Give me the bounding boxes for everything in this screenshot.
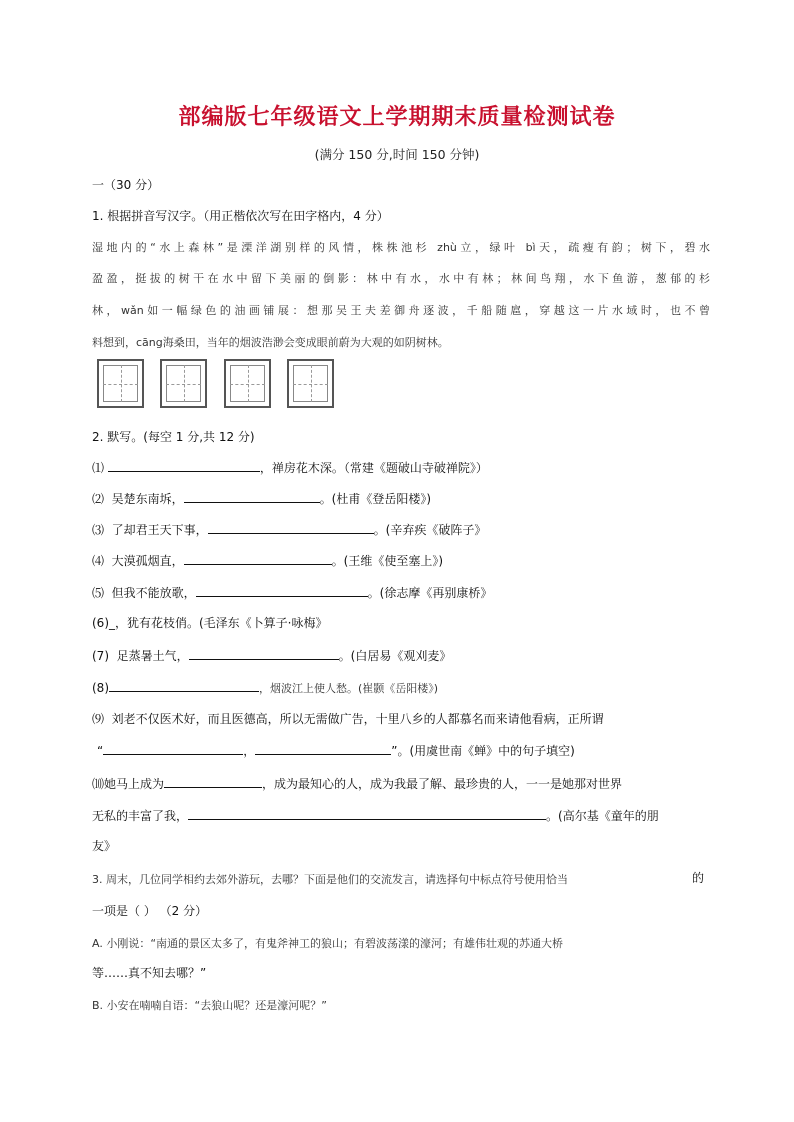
page-subtitle: (满分 150 分,时间 150 分钟): [314, 147, 480, 162]
q1-stem: 1. 根据拼音写汉字。（用正楷依次写在田字格内，4 分）: [92, 209, 389, 223]
tianzige-box[interactable]: [160, 359, 207, 408]
item-number: ⑼: [92, 712, 105, 726]
tianzige-box[interactable]: [224, 359, 271, 408]
item-number: ⑷: [92, 554, 105, 568]
open-quote: “: [97, 744, 104, 758]
q3-option-a-line1: A. 小刚说：“南通的景区太多了，有鬼斧神工的狼山；有碧波荡漾的濠河；有雄伟壮观的苏通大桥: [92, 937, 564, 950]
q3-option-a-line2: 等……真不知去哪？”: [92, 966, 207, 980]
q2-item-9-line1: [92, 710, 710, 727]
answer-blank[interactable]: [109, 678, 259, 692]
q2-item-9-line2: [97, 741, 715, 759]
item-text-pre: 足蒸暑土气，: [116, 649, 189, 663]
answer-blank[interactable]: [103, 741, 243, 755]
item-text-pre: 大漠孤烟直，: [111, 554, 184, 568]
answer-blank[interactable]: [108, 458, 260, 472]
item-text: 。(高尔基《童年的朋: [546, 809, 659, 823]
q3-stem-line1: 3. 周末，几位同学相约去郊外游玩，去哪？下面是他们的交流发言，请选择句中标点符号使用恰当: [92, 873, 568, 886]
item-text-post: 。(白居易《观刈麦》: [338, 649, 452, 663]
item-number: ⑵: [92, 492, 105, 506]
item-text-post: ，禅房花木深。（常建《题破山寺破禅院》）: [259, 461, 488, 475]
answer-blank[interactable]: [184, 489, 320, 503]
q2-item-8: [92, 678, 710, 696]
q2-item-6: [92, 614, 710, 631]
section-heading: 一（30 分）: [92, 178, 160, 192]
page-title: 部编版七年级语文上学期期末质量检测试卷: [178, 105, 616, 130]
q2-item-2: [92, 489, 710, 507]
q2-item-5: [92, 583, 710, 601]
answer-blank[interactable]: [208, 520, 374, 534]
q2-stem: 2. 默写。(每空 1 分,共 12 分): [92, 430, 255, 444]
answer-blank[interactable]: [189, 646, 339, 660]
item-number: (7): [92, 649, 109, 663]
item-text-pre: 了却君王天下事，: [111, 523, 208, 537]
item-number: ⑶: [92, 523, 105, 537]
item-text-post: 。(辛弃疾《破阵子》: [373, 523, 487, 537]
q1-passage-line: 林，wǎn如一幅绿色的油画铺展：想那吴王夫差御舟逐波，千船随扈，穿越这一片水域时，也不曾: [92, 304, 710, 317]
item-number: (6): [92, 616, 109, 630]
q2-item-10-line3: 友》: [92, 839, 117, 853]
item-number: ⑸: [92, 586, 105, 600]
q2-item-7: [92, 646, 710, 664]
q2-item-4: [92, 551, 710, 569]
answer-blank[interactable]: [196, 583, 368, 597]
q3-stem-line2: 一项是（ ） （2 分）: [92, 904, 208, 918]
tianzige-box[interactable]: [287, 359, 334, 408]
item-text-tail: ”。(用虞世南《蝉》中的句子填空): [391, 744, 575, 758]
item-number: ⑴: [92, 461, 105, 475]
item-text-post: 。(杜甫《登岳阳楼》): [319, 492, 432, 506]
item-text: 无私的丰富了我，: [92, 809, 189, 823]
item-number: ⑽: [92, 777, 105, 791]
q2-item-10-line1: [92, 774, 710, 792]
item-text-pre: _，犹有花枝俏。(毛泽东《卜算子·咏梅》: [109, 616, 328, 630]
q1-passage-line: 料想到，cāng海桑田，当年的烟波浩渺会变成眼前蔚为大观的如阴树林。: [92, 336, 449, 349]
q3-option-b: B. 小安在喃喃自语：“去狼山呢？还是濠河呢？”: [92, 999, 327, 1012]
q2-item-10-line2: [92, 806, 710, 824]
item-number: (8): [92, 681, 109, 695]
q1-passage-line: 盈盈，挺拔的树干在水中留下美丽的倒影：林中有水，水中有林；林间鸟翔，水下鱼游，葱郁的杉: [92, 272, 710, 285]
q3-stem-end: 的: [692, 871, 705, 885]
item-text: ，成为最知心的人，成为我最了解、最珍贵的人，一一是她那对世界: [262, 777, 623, 791]
answer-blank[interactable]: [255, 741, 391, 755]
tianzige-box[interactable]: [97, 359, 144, 408]
q2-item-1: [92, 458, 710, 476]
item-text-mid: ，: [243, 744, 256, 758]
item-text-pre: 吴楚东南坼，: [111, 492, 184, 506]
answer-blank[interactable]: [188, 806, 546, 820]
item-text: 刘老不仅医术好，而且医德高，所以无需做广告，十里八乡的人都慕名而来请他看病，正所谓: [111, 712, 604, 726]
q1-passage-line: 湿地内的“水上森林”是溧洋湖别样的风情，株株池杉 zhù立，绿叶 bì天，疏瘦有韵；树下，碧水: [92, 241, 710, 254]
tianzige-grid: [97, 359, 357, 412]
q2-item-3: [92, 520, 710, 538]
item-text-post: 。(王维《使至塞上》): [331, 554, 444, 568]
answer-blank[interactable]: [164, 774, 262, 788]
item-text-post: 。(徐志摩《再别康桥》: [367, 586, 493, 600]
item-text-post: ，烟波江上使人愁。(崔颢《岳阳楼》): [259, 682, 439, 695]
answer-blank[interactable]: [184, 551, 332, 565]
item-text-pre: 但我不能放歌，: [111, 586, 196, 600]
item-text: 她马上成为: [104, 777, 165, 791]
